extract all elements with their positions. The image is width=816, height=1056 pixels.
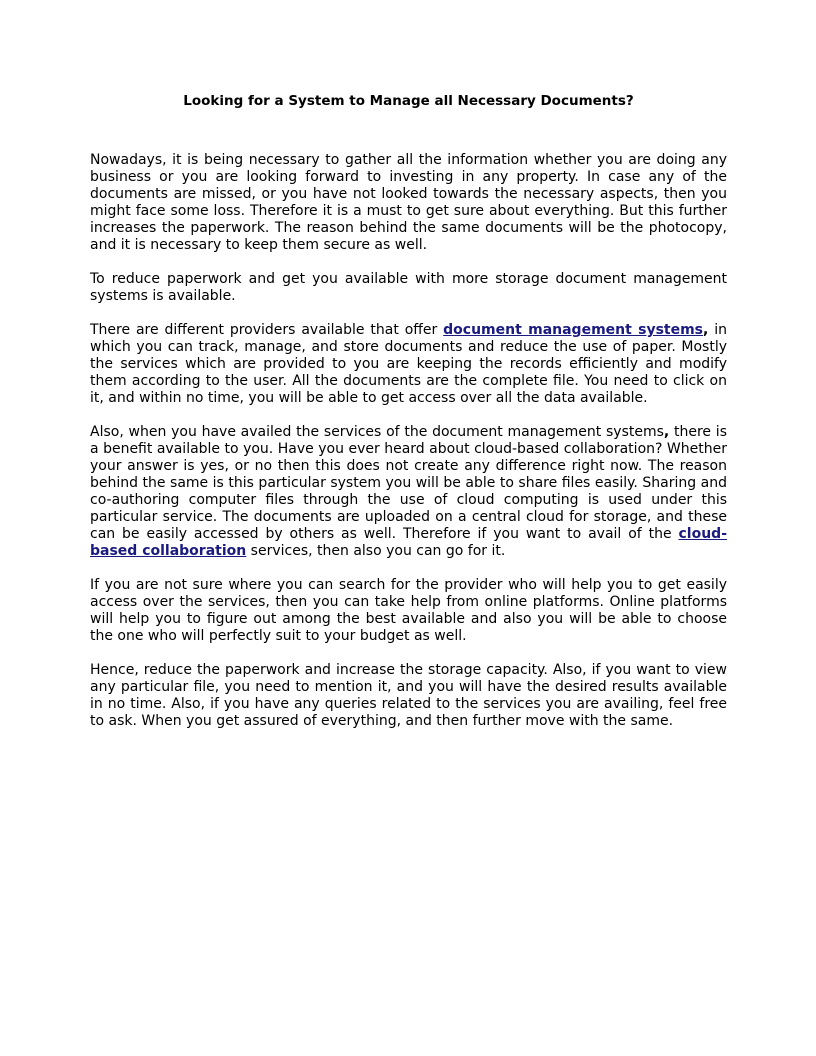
paragraph-cloud-collaboration — [90, 424, 727, 560]
paragraph-reduce-paperwork: To reduce paperwork and get you available with more storage document management systems is available. — [90, 271, 727, 304]
paragraph-providers-comma: , — [703, 322, 709, 338]
paragraph-intro: Nowadays, it is being necessary to gather all the information whether you are doing any business or you are looking forward to investing in any property. In case any of the documents are missed, or you have not looked towards the necessary aspects, then you might face some loss. Therefore it is a must to get sure about everything. But this further increases the paperwork. The reason behind the same documents will be the photocopy, and it is necessary to keep them secure as well. — [90, 152, 727, 253]
paragraph-cloud-text-after: services, then also you can go for it. — [246, 543, 506, 559]
paragraph-cloud-text-middle: there is a benefit available to you. Have you ever heard about cloud-based collaboration? Whether your answer is yes, or no then this does not create any difference right now. The reason behind the same is this particular system you will be able to share files easily. Sharing and co-authoring computer files through the use of cloud computing is used under this particular service. The documents are uploaded on a central cloud for storage, and these can be easily accessed by others as well. Therefore if you want to avail of the — [90, 424, 727, 542]
cloud-based-collaboration-link[interactable]: cloud-based collaboration — [90, 526, 727, 559]
paragraph-conclusion: Hence, reduce the paperwork and increase the storage capacity. Also, if you want to view any particular file, you need to mention it, and you will have the desired results available in no time. Also, if you have any queries related to the services you are availing, feel free to ask. When you get assured of everything, and then further move with the same. — [90, 662, 727, 729]
paragraph-online-platforms: If you are not sure where you can search for the provider who will help you to get easily access over the services, then you can take help from online platforms. Online platforms will help you to figure out among the best available and also you will be able to choose the one who will perfectly suit to your budget as well. — [90, 577, 727, 644]
document-management-systems-link[interactable]: document management systems — [443, 322, 704, 338]
paragraph-cloud-comma: , — [663, 424, 670, 440]
document-title: Looking for a System to Manage all Necessary Documents? — [183, 93, 634, 109]
document-page — [90, 92, 727, 747]
paragraph-cloud-text-before: Also, when you have availed the services of the document management systems — [90, 424, 664, 440]
paragraph-providers-text-after: in which you can track, manage, and store documents and reduce the use of paper. Mostly the services which are provided to you are keeping the records efficiently and modify them according to the user. All the documents are the complete file. You need to click on it, and within no time, you will be able to get access over all the data available. — [90, 322, 727, 406]
paragraph-providers-text-before: There are different providers available that offer — [90, 322, 444, 338]
paragraph-providers — [90, 322, 727, 407]
